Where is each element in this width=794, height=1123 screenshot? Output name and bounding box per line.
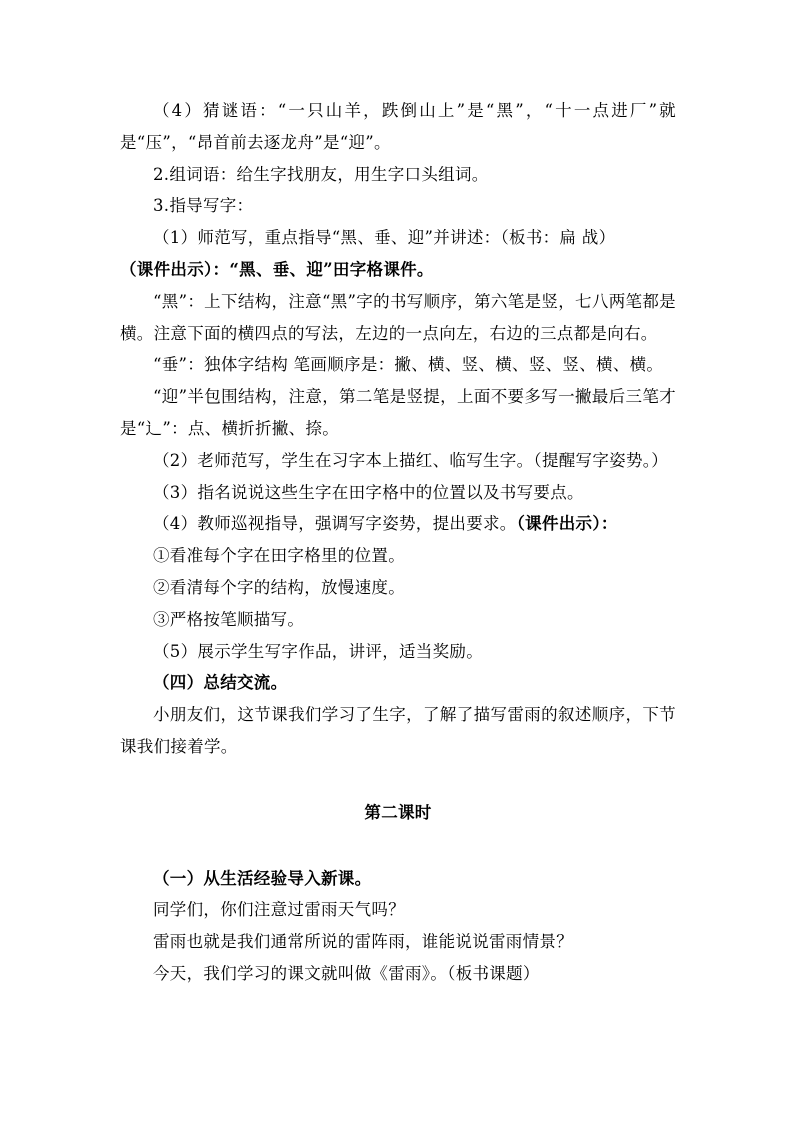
hei-character-explanation: “黑”：上下结构，注意“黑”字的书写顺序，第六笔是竖，七八两笔都是横。注意下面的横四点的写法，左边的一点向左，右边的三点都是向右。	[120, 291, 676, 343]
chui-character-explanation: “垂”：独体字结构 笔画顺序是：撇、横、竖、横、竖、竖、横、横。	[153, 355, 664, 375]
courseware-display-label: （课件出示）：	[516, 514, 618, 534]
word-building-paragraph: 2.组词语：给生字找朋友，用生字口头组词。	[153, 164, 489, 184]
teacher-patrol-text: （4）教师巡视指导，强调写字姿势，提出要求。	[153, 514, 517, 534]
requirement-item-3: ③严格按笔顺描写。	[153, 609, 305, 629]
courseware-display-note: （课件出示）：“黑、垂、迎”田字格课件。	[120, 259, 434, 279]
tracing-practice-paragraph: （2）老师范写，学生在习字本上描红、临写生字。（提醒写字姿势。）	[153, 450, 669, 470]
writing-guidance-heading: 3.指导写字：	[153, 196, 254, 216]
section-title: 第二课时	[364, 802, 432, 822]
summary-paragraph: 小朋友们，这节课我们学习了生字，了解了描写雷雨的叙述顺序，下节课我们接着学。	[120, 705, 676, 756]
requirement-item-1: ①看准每个字在田字格里的位置。	[153, 546, 405, 566]
ying-character-explanation: “迎”半包围结构，注意，第二笔是竖提，上面不要多写一撇最后三笔才是“辶”：点、横折折撇、捺。	[120, 387, 676, 438]
intro-question-2: 雷雨也就是我们通常所说的雷阵雨，谁能说说雷雨情景？	[153, 932, 573, 952]
showcase-paragraph: （5）展示学生写字作品，讲评，适当奖励。	[153, 641, 483, 661]
summary-heading: （四）总结交流。	[153, 673, 288, 693]
requirement-item-2: ②看清每个字的结构，放慢速度。	[153, 577, 405, 597]
position-discussion-paragraph: （3）指名说说这些生字在田字格中的位置以及书写要点。	[153, 482, 584, 502]
document-body	[120, 95, 676, 990]
intro-heading: （一）从生活经验导入新课。	[153, 868, 372, 888]
teacher-demo-paragraph: （1）师范写，重点指导“黑、垂、迎”并讲述：（板书：扁 战）	[153, 228, 616, 248]
teacher-patrol-paragraph	[120, 508, 676, 540]
riddle-paragraph: （4）猜谜语：“一只山羊，跌倒山上”是“黑”，“十一点进厂”就是“压”，“昂首前去逐龙舟”是“迎”。	[120, 101, 676, 152]
lesson-title-paragraph: 今天，我们学习的课文就叫做《雷雨》。（板书课题）	[153, 963, 540, 983]
intro-question-1: 同学们，你们注意过雷雨天气吗？	[153, 900, 405, 920]
